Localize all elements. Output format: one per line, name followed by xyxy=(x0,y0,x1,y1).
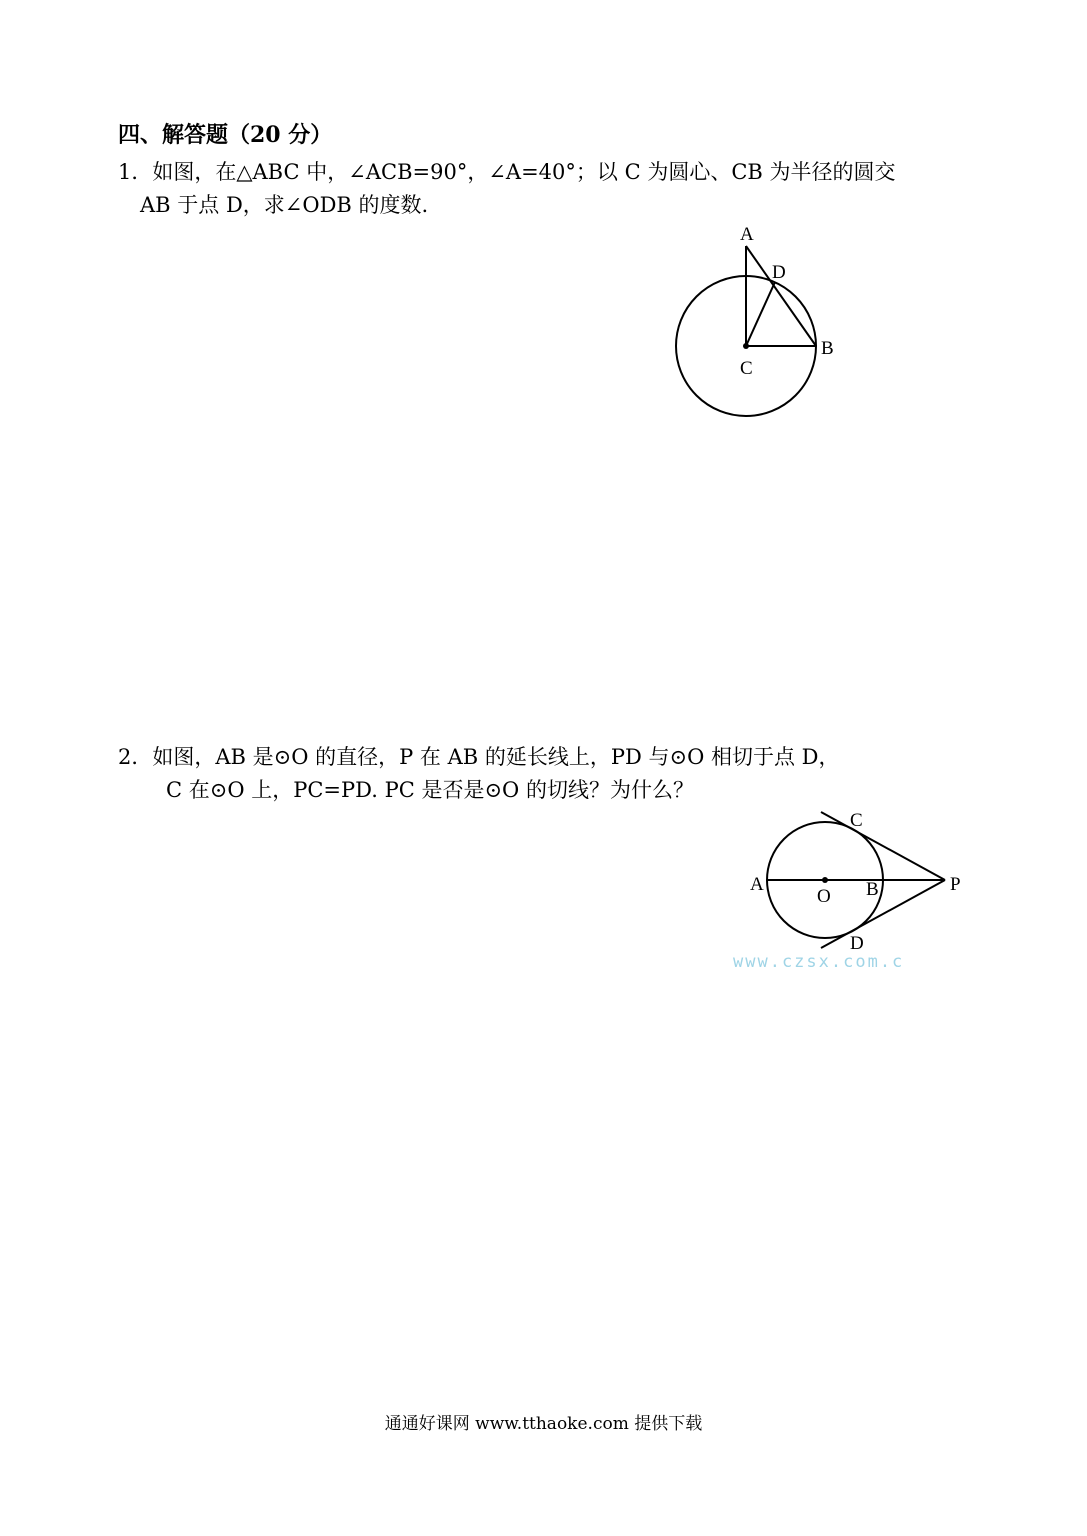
q2-text-line1: 2．如图，AB 是⊙O 的直径，P 在 AB 的延长线上，PD 与⊙O 相切于点 D， xyxy=(118,745,840,769)
q1-segment-ab xyxy=(746,246,816,346)
section-title: 四、解答题（20 分） xyxy=(118,122,333,148)
q2-label-b: B xyxy=(866,879,879,900)
q2-label-a: A xyxy=(750,874,764,895)
q2-label-o: O xyxy=(817,886,831,907)
q2-label-p: P xyxy=(950,874,961,895)
q1-figure xyxy=(660,215,850,425)
q1-point-c xyxy=(743,343,749,349)
q1-label-a: A xyxy=(740,224,754,245)
q2-text-line2: C 在⊙O 上，PC=PD. PC 是否是⊙O 的切线？为什么？ xyxy=(166,778,694,802)
q1-label-b: B xyxy=(821,338,834,359)
q1-text-line2: AB 于点 D，求∠ODB 的度数. xyxy=(140,193,429,217)
q2-label-c: C xyxy=(850,810,863,831)
q2-point-o xyxy=(822,877,828,883)
q2-label-d: D xyxy=(850,933,864,954)
q2-figure xyxy=(740,800,975,960)
q1-label-c: C xyxy=(740,358,753,379)
footer-text: 通通好课网 www.tthaoke.com 提供下载 xyxy=(384,1414,703,1434)
watermark-text: www.czsx.com.c xyxy=(733,952,905,972)
q1-text-line1: 1．如图，在△ABC 中，∠ACB=90°，∠A=40°；以 C 为圆心、CB 为半径的圆交 xyxy=(118,160,896,184)
q1-label-d: D xyxy=(772,262,786,283)
q1-segment-cd xyxy=(746,282,775,346)
